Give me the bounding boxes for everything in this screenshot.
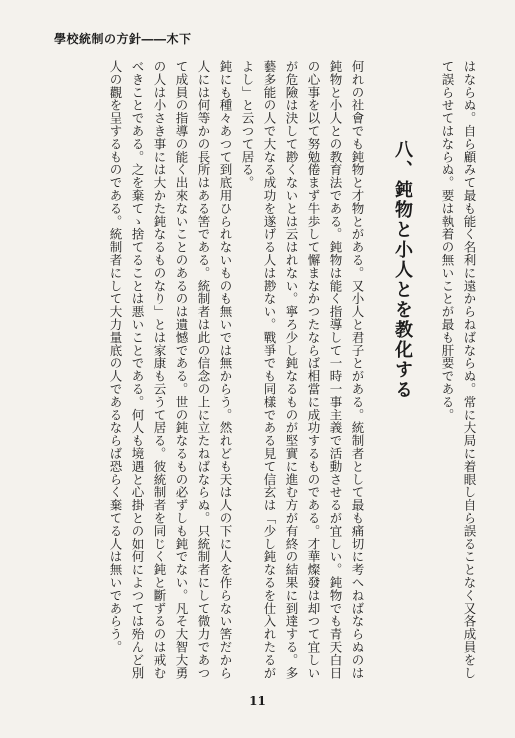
body-text: [40, 60, 480, 692]
paragraph-1: 何れの社會でも鈍物と才物とがある。又小人と君子とがある。統制者として最も痛切に考へねばならぬのは鈍物と小人との教育法である。鈍物は能く指導して一時一事主義で活動させるが宜しい。鈍物でも青天白日の心事を以て努勉倦まず牛歩して懈まなかつたならば相當に成功するものである。才華燦發は却つて宜しいが危險は決して尠くないとは云はれない。寧ろ少し鈍なるものが堅實に進む方が有終の結果に到達する。多藝多能の人で大なる成功を遂げる人は尠ない。戰爭でも同樣である見て信玄は「少し鈍なるを仕入れたるがよし」と云つて居る。: [240, 60, 365, 680]
paragraph-2: 鈍にも種々あつて到底用ひられないものも無いでは無からう。然れども天は人の下に人を作らない筈だから人には何等かの長所はある筈である。統制者は此の信念の上に立たねばならぬ。只統制者にして微力であつて成員の指導の能く出來ないことのあるのは遺憾である。世の鈍なるもの必ずしも鈍でない。凡そ大智大勇の人は小さき事には大かた鈍なるものなり」とは家康も云うて居る。彼統制者を同じく鈍と斷ずるのは戒むべきことである。之を棄てゝ捨てることは悪いことである。何人も境遇と心掛との如何によつては殆んど別人の觀を呈するものである。統制者にして大力量底の人であるならば恐らく棄てる人は無いであらう。: [108, 60, 233, 680]
running-header: 學校統制の方針――木下: [54, 32, 192, 46]
paragraph-gap: [368, 60, 382, 692]
page-number: 11: [249, 694, 266, 708]
paragraph-top: はならぬ。自ら顧みて最も能く名利に遠からねばならぬ。常に大局に着眼し自ら誤ることなく又各成員をして誤らせてはならぬ。要は執着の無いことが最も肝要である。: [440, 60, 477, 680]
section-heading: 八、鈍物と小人とを教化する: [392, 140, 413, 400]
paragraph-gap: [422, 60, 436, 692]
